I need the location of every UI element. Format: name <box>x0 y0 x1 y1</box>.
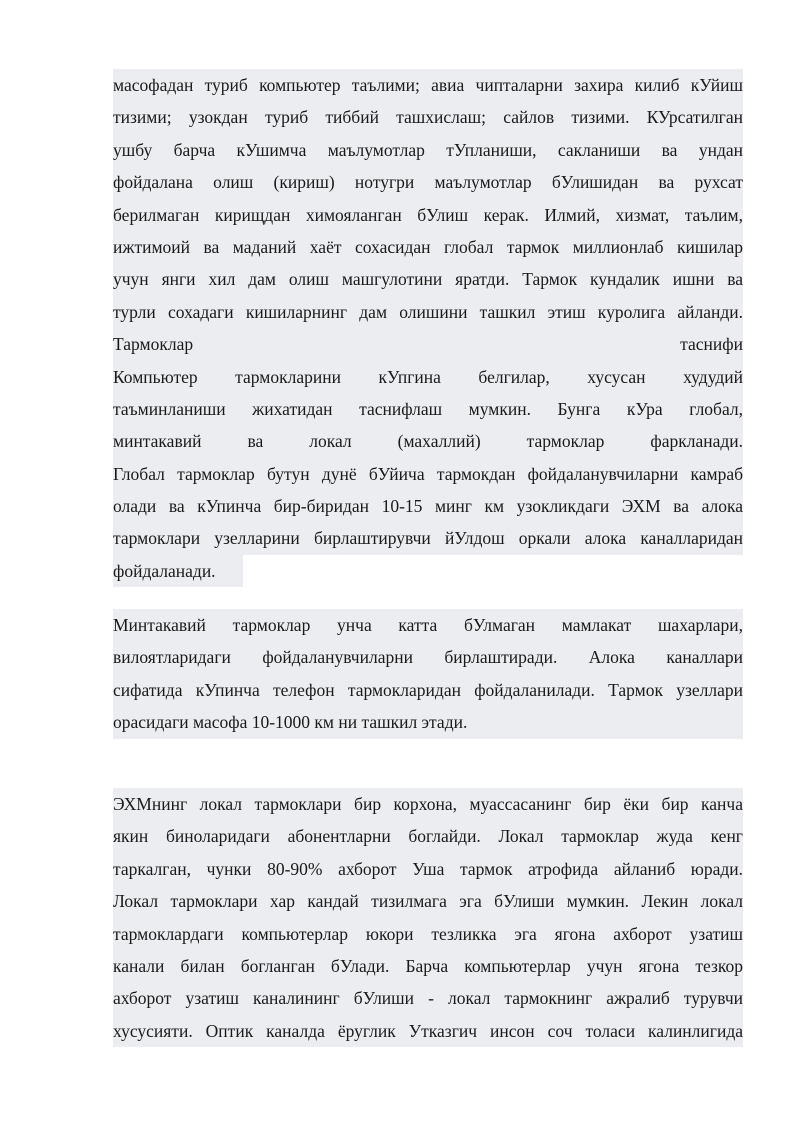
text-line: тармоклари узелларини бирлаштирувчи йУлдош оркали алока каналларидан <box>113 522 743 554</box>
text-line: ЭХМнинг локал тармоклари бир корхона, муассасанинг бир ёки бир канча <box>113 788 743 820</box>
text-line: хусусияти. Оптик каналда ёруглик Утказгич инсон соч толаси калинлигида <box>113 1015 743 1047</box>
paragraph-1 <box>113 69 743 587</box>
text-line: берилмаган кирищдан химояланган бУлиш керак. Илмий, хизмат, таълим, <box>113 199 743 231</box>
text-line: канали билан богланган бУлади. Барча компьютерлар учун ягона тезкор <box>113 950 743 982</box>
section-heading-line: Тармоклар таснифи <box>113 328 743 360</box>
text-line: ижтимоий ва маданий хаёт сохасидан глобал тармок миллионлаб кишилар <box>113 231 743 263</box>
text-line: тармоклардаги компьютерлар юкори тезликка эга ягона ахборот узатиш <box>113 918 743 950</box>
text-line: ахборот узатиш каналининг бУлиши - локал тармокнинг ажралиб турувчи <box>113 982 743 1014</box>
text-line: Компьютер тармокларини кУпгина белгилар, хусусан худудий <box>113 361 743 393</box>
paragraph-3 <box>113 788 743 1047</box>
text-line: фойдаланади. <box>113 555 243 587</box>
text-line: Глобал тармоклар бутун дунё бУйича тармокдан фойдаланувчиларни камраб <box>113 458 743 490</box>
text-line: Минтакавий тармоклар унча катта бУлмаган мамлакат шахарлари, <box>113 609 743 641</box>
text-line: сифатида кУпинча телефон тармокларидан фойдаланилади. Тармок узеллари <box>113 674 743 706</box>
text-line: Локал тармоклари хар кандай тизилмага эга бУлиши мумкин. Лекин локал <box>113 885 743 917</box>
paragraph-2 <box>113 609 743 739</box>
text-line: вилоятларидаги фойдаланувчиларни бирлаштиради. Алока каналлари <box>113 641 743 673</box>
text-line: турли сохадаги кишиларнинг дам олишини ташкил этиш куролига айланди. <box>113 296 743 328</box>
text-line: олади ва кУпинча бир-биридан 10-15 минг км узокликдаги ЭХМ ва алока <box>113 490 743 522</box>
text-line: ушбу барча кУшимча маълумотлар тУпланиши, сакланиши ва ундан <box>113 134 743 166</box>
text-line: орасидаги масофа 10-1000 км ни ташкил этади. <box>113 706 743 738</box>
text-line: таъминланиши жихатидан таснифлаш мумкин. Бунга кУра глобал, <box>113 393 743 425</box>
text-line: якин биноларидаги абонентларни боглайди. Локал тармоклар жуда кенг <box>113 820 743 852</box>
text-line: масофадан туриб компьютер таълими; авиа чипталарни захира килиб кУйиш <box>113 69 743 101</box>
text-line: тизими; узокдан туриб тиббий ташхислаш; сайлов тизими. КУрсатилган <box>113 101 743 133</box>
text-line: минтакавий ва локал (махаллий) тармоклар фаркланади. <box>113 425 743 457</box>
text-line: фойдалана олиш (кириш) нотугри маълумотлар бУлишидан ва рухсат <box>113 166 743 198</box>
text-line: учун янги хил дам олиш машгулотини яратди. Тармок кундалик ишни ва <box>113 263 743 295</box>
text-line: таркалган, чунки 80-90% ахборот Уша тармок атрофида айланиб юради. <box>113 853 743 885</box>
